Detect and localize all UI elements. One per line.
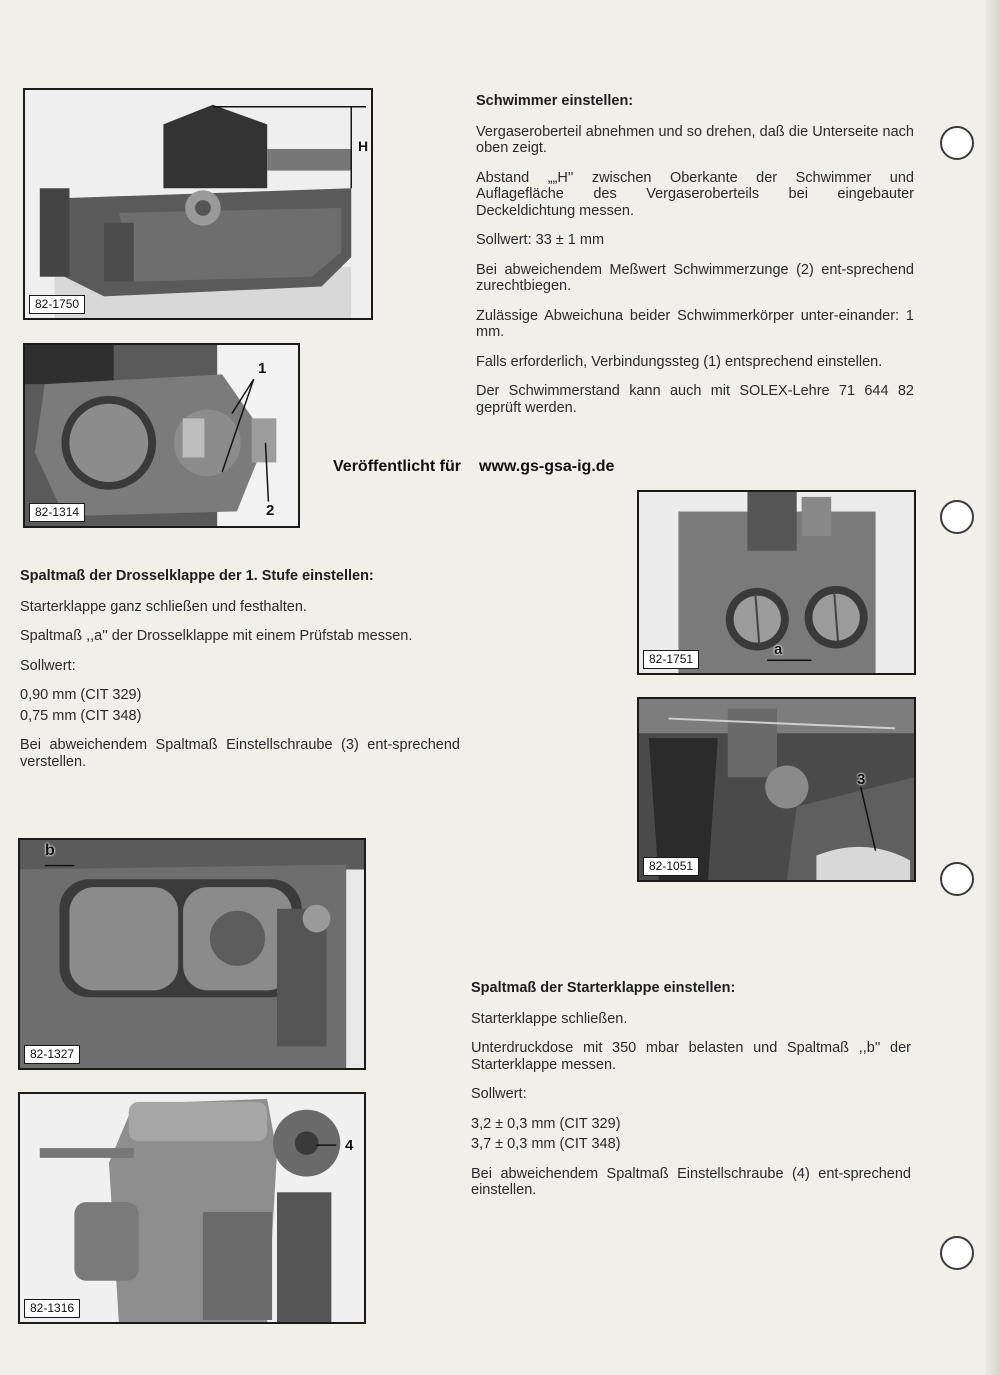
figure-choke-gap xyxy=(18,838,366,1070)
paragraph: Sollwert: xyxy=(471,1086,527,1102)
linkage-photo xyxy=(639,699,914,880)
carburetor-photo xyxy=(25,90,371,318)
callout-label: 1 xyxy=(258,360,267,377)
figure-float-height xyxy=(23,88,373,320)
section-float-adjustment xyxy=(476,93,914,429)
paragraph: Sollwert: xyxy=(20,657,76,674)
paragraph: Vergaseroberteil abnehmen und so drehen, daß die Unterseite nach oben zeigt. xyxy=(476,123,914,156)
section-throttle-gap xyxy=(20,568,460,783)
section-choke-gap xyxy=(471,980,911,1212)
watermark xyxy=(333,458,632,476)
paragraph: Bei abweichendem Spaltmaß Einstellschraube (4) ent-sprechend einstellen. xyxy=(471,1165,911,1198)
figure-float-tongue xyxy=(23,343,300,528)
section-heading: Spaltmaß der Starterklappe einstellen: xyxy=(471,980,736,996)
callout-label: 3 xyxy=(857,771,866,788)
paragraph: Unterdruckdose mit 350 mbar belasten und Spaltmaß ,,b'' der Starterklappe messen. xyxy=(471,1040,911,1073)
paragraph: Zulässige Abweichuna beider Schwimmerkörper unter-einander: 1 mm. xyxy=(476,307,914,340)
paragraph: Sollwert: 33 ± 1 mm xyxy=(476,232,605,248)
page-edge xyxy=(986,0,1000,1375)
paragraph: Starterklappe ganz schließen und festhalten. xyxy=(20,598,307,615)
paragraph: Falls erforderlich, Verbindungssteg (1) entsprechend einstellen. xyxy=(476,353,883,370)
watermark-url: www.gs-gsa-ig.de xyxy=(479,458,615,475)
figure-number: 82-1314 xyxy=(29,503,85,522)
callout-label: H xyxy=(358,138,369,154)
figure-throttle-gap xyxy=(637,490,916,675)
callout-label: 4 xyxy=(345,1137,354,1154)
paragraph: Spaltmaß ,,a'' der Drosselklappe mit einem Prüfstab messen. xyxy=(20,628,413,644)
paragraph: Der Schwimmerstand kann auch mit SOLEX-Lehre 71 644 82 geprüft werden. xyxy=(476,383,914,416)
callout-label: b xyxy=(45,842,55,859)
punch-hole xyxy=(940,126,974,160)
figure-number: 82-1750 xyxy=(29,295,85,314)
figure-adjusting-screw-4 xyxy=(18,1092,366,1324)
figure-number: 82-1751 xyxy=(643,650,699,669)
figure-number: 82-1327 xyxy=(24,1045,80,1064)
carburetor-side-photo xyxy=(20,1094,364,1322)
spec-value: 0,75 mm (CIT 348) xyxy=(20,707,142,724)
callout-label: 2 xyxy=(266,502,275,519)
spec-value: 3,7 ± 0,3 mm (CIT 348) xyxy=(471,1136,621,1152)
paragraph: Starterklappe schließen. xyxy=(471,1010,628,1027)
paragraph: Abstand „„H'' zwischen Oberkante der Schwimmer und Auflagefläche des Vergaseroberteils bei eingebauter Deckeldichtung messen. xyxy=(476,169,914,219)
paragraph: Bei abweichendem Meßwert Schwimmerzunge (2) ent-sprechend zurechtbiegen. xyxy=(476,261,914,294)
paragraph: Bei abweichendem Spaltmaß Einstellschraube (3) ent-sprechend verstellen. xyxy=(20,737,460,770)
spec-value: 3,2 ± 0,3 mm (CIT 329) xyxy=(471,1115,621,1132)
watermark-prefix: Veröffentlicht für xyxy=(333,458,462,475)
figure-number: 82-1051 xyxy=(643,857,699,876)
figure-number: 82-1316 xyxy=(24,1299,80,1318)
punch-hole xyxy=(940,1236,974,1270)
punch-hole xyxy=(940,500,974,534)
callout-label: a xyxy=(774,641,783,658)
section-heading: Schwimmer einstellen: xyxy=(476,93,634,109)
section-heading: Spaltmaß der Drosselklappe der 1. Stufe einstellen: xyxy=(20,568,374,584)
choke-housing-photo xyxy=(20,840,364,1068)
figure-adjusting-screw-3 xyxy=(637,697,916,882)
punch-hole xyxy=(940,862,974,896)
spec-value: 0,90 mm (CIT 329) xyxy=(20,687,142,703)
